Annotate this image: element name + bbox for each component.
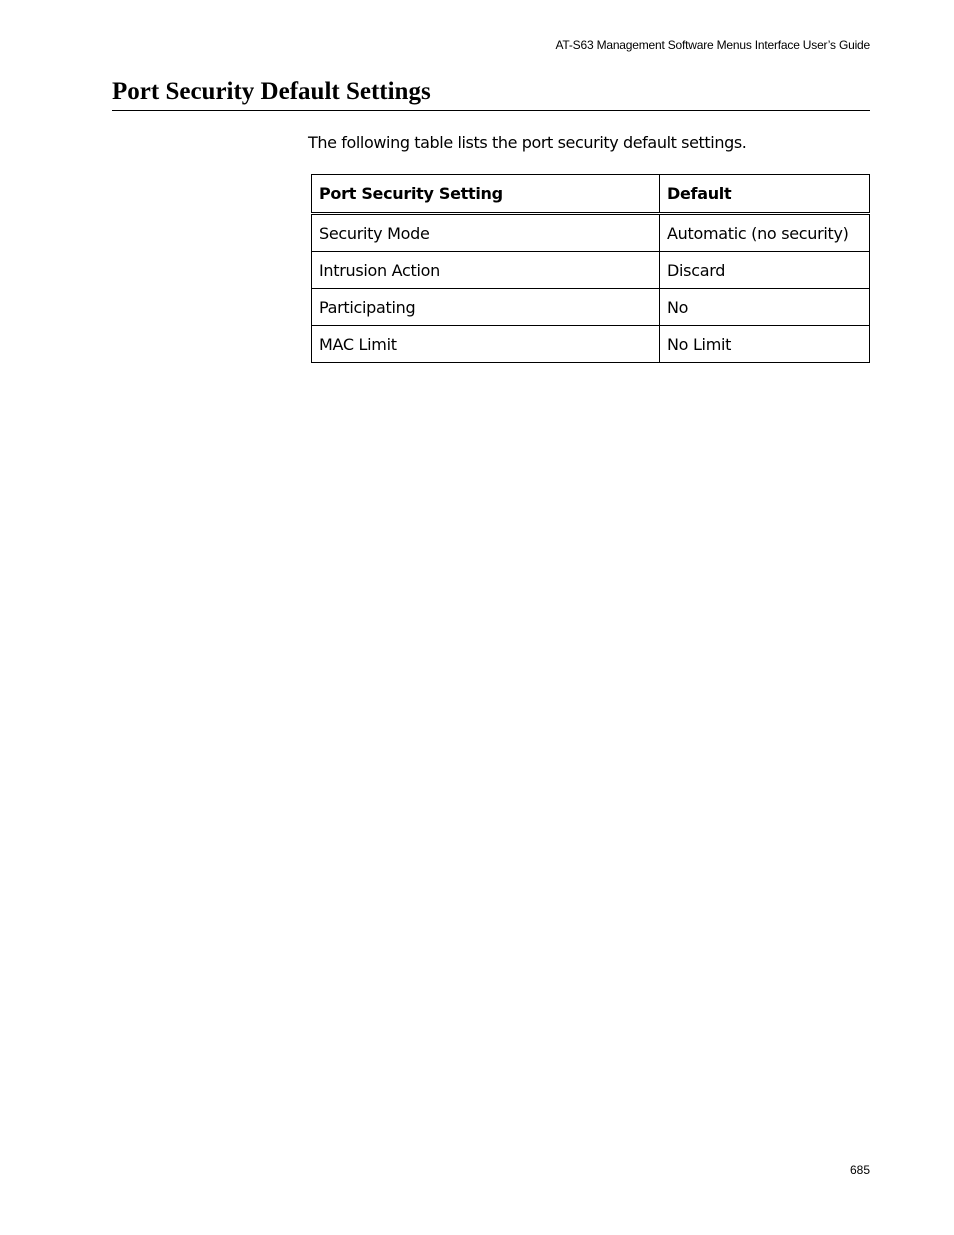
- setting-cell: Participating: [312, 289, 660, 326]
- intro-paragraph: The following table lists the port security default settings.: [308, 133, 747, 152]
- default-cell: Automatic (no security): [660, 214, 870, 252]
- table-row: [312, 252, 870, 289]
- setting-cell: Intrusion Action: [312, 252, 660, 289]
- table-row: [312, 326, 870, 363]
- setting-cell: Security Mode: [312, 214, 660, 252]
- default-cell: No Limit: [660, 326, 870, 363]
- table-header-row: [312, 175, 870, 214]
- default-cell: Discard: [660, 252, 870, 289]
- default-cell: No: [660, 289, 870, 326]
- section-title: Port Security Default Settings: [112, 76, 870, 111]
- table-row: [312, 214, 870, 252]
- table-row: [312, 289, 870, 326]
- column-header-setting: Port Security Setting: [312, 175, 660, 214]
- page-number: 685: [849, 1163, 870, 1177]
- setting-cell: MAC Limit: [312, 326, 660, 363]
- column-header-default: Default: [660, 175, 870, 214]
- port-security-defaults-table: [311, 174, 870, 363]
- running-header: AT-S63 Management Software Menus Interface User’s Guide: [555, 38, 870, 52]
